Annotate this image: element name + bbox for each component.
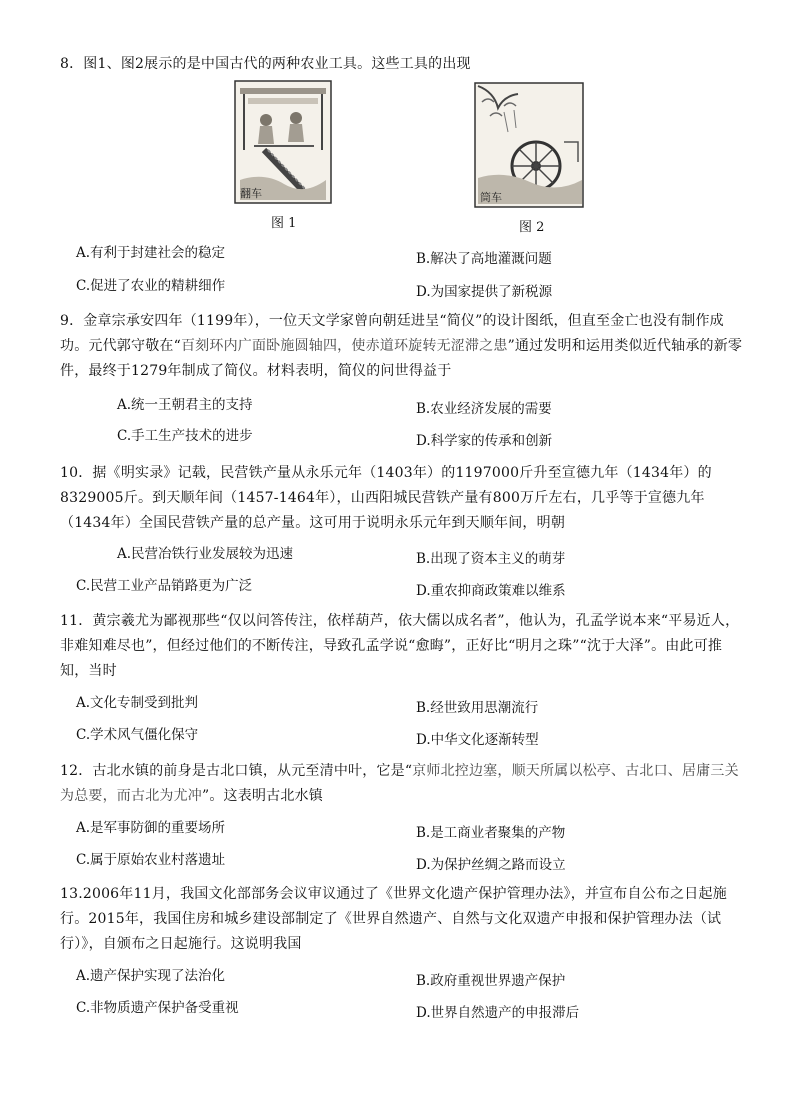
- question-11-option-c[interactable]: C.学术风气僵化保守: [76, 727, 199, 743]
- question-10-option-a[interactable]: A.民营冶铁行业发展较为迅速: [117, 546, 294, 562]
- question-9-option-c[interactable]: C.手工生产技术的进步: [117, 428, 253, 444]
- question-9-option-b[interactable]: B.农业经济发展的需要: [416, 401, 552, 417]
- question-9-quote: 百刻环内广面卧施圆轴四，使赤道环旋转无涩滞之患: [180, 338, 508, 354]
- question-9-option-a[interactable]: A.统一王朝君主的支持: [117, 397, 253, 413]
- question-12-option-a[interactable]: A.是军事防御的重要场所: [76, 820, 226, 836]
- question-8-option-a[interactable]: A.有利于封建社会的稳定: [76, 245, 226, 261]
- question-11-option-b[interactable]: B.经世致用思潮流行: [416, 700, 539, 716]
- figure-2-water-wheel-icon: [474, 82, 584, 208]
- question-8-option-b[interactable]: B.解决了高地灌溉问题: [416, 251, 552, 267]
- question-10-stem: 10．据《明实录》记载，民营铁产量从永乐元年（1403年）的1197000斤升至宣德九年（1434年）的8329005斤。到天顺年间（1457-1464年），山西阳城民营铁产量有800万斤左右，几乎等于宣德九年（1434年）全国民营铁产量的总产量。这可用于说明永乐元年到天顺年间，明朝: [60, 465, 712, 531]
- question-12-option-b[interactable]: B.是工商业者聚集的产物: [416, 825, 566, 841]
- question-9-stem: [60, 309, 750, 384]
- question-12-stem-part-1: 12．古北水镇的前身是古北口镇，从元至清中叶，它是“: [60, 763, 413, 779]
- figure-1-caption: 图 1: [271, 216, 297, 231]
- question-13-option-c[interactable]: C.非物质遗产保护备受重视: [76, 1000, 239, 1016]
- question-12-option-d[interactable]: D.为保护丝绸之路而设立: [416, 857, 566, 873]
- question-11-option-a[interactable]: A.文化专制受到批判: [76, 695, 199, 711]
- question-12-stem-part-3: ”。这表明古北水镇: [202, 788, 323, 804]
- figure-1-chain-pump-icon: [234, 80, 332, 204]
- question-8-option-d[interactable]: D.为国家提供了新税源: [416, 284, 553, 300]
- question-10-option-d[interactable]: D.重农抑商政策难以维系: [416, 583, 566, 599]
- question-13-option-a[interactable]: A.遗产保护实现了法治化: [76, 968, 226, 984]
- figure-2-label: 筒车: [480, 191, 502, 204]
- question-12-quote: 京师北控边塞，顺天所属以松亭、古北口、居庸三关为总要，而古北为尤冲: [60, 763, 739, 804]
- question-8-stem: 8．图1、图2展示的是中国古代的两种农业工具。这些工具的出现: [60, 56, 471, 72]
- question-10-option-c[interactable]: C.民营工业产品销路更为广泛: [76, 578, 253, 594]
- question-8-option-c[interactable]: C.促进了农业的精耕细作: [76, 278, 226, 294]
- question-12-stem: [60, 759, 750, 809]
- question-10-option-b[interactable]: B.出现了资本主义的萌芽: [416, 551, 566, 567]
- question-13-stem: 13.2006年11月，我国文化部部务会议审议通过了《世界文化遗产保护管理办法》，并宣布自公布之日起施行。2015年，我国住房和城乡建设部制定了《世界自然遗产、自然与文化双遗产申报和保护管理办法（试行）》，自颁布之日起施行。这说明我国: [60, 886, 727, 952]
- question-13-option-b[interactable]: B.政府重视世界遗产保护: [416, 973, 566, 989]
- question-12-option-c[interactable]: C.属于原始农业村落遗址: [76, 852, 226, 868]
- question-11-stem: 11．黄宗羲尤为鄙视那些“仅以问答传注，依样葫芦，依大儒以成名者”，他认为，孔孟学说本来“平易近人，非难知难尽也”，但经过他们的不断传注，导致孔孟学说“愈晦”，正好比“明月之珠”“沈于大泽”。由此可推知，当时: [60, 613, 740, 679]
- question-9-option-d[interactable]: D.科学家的传承和创新: [416, 433, 553, 449]
- figure-1-label: 翻车: [240, 187, 262, 200]
- question-13-option-d[interactable]: D.世界自然遗产的申报滞后: [416, 1005, 580, 1021]
- question-11-option-d[interactable]: D.中华文化逐渐转型: [416, 732, 539, 748]
- question-9-stem-part-1: 9．金章宗承安四年（1199年），一位天文学家曾向朝廷进呈“简仪”的设计图纸，但直至金亡也没有制作成功。元代郭守敬在“: [60, 313, 724, 354]
- figure-2-caption: 图 2: [519, 220, 545, 235]
- question-9-stem-part-3: ”通过发明和运用类似近代轴承的新零件，最终于1279年制成了简仪。材料表明，简仪的问世得益于: [60, 338, 743, 379]
